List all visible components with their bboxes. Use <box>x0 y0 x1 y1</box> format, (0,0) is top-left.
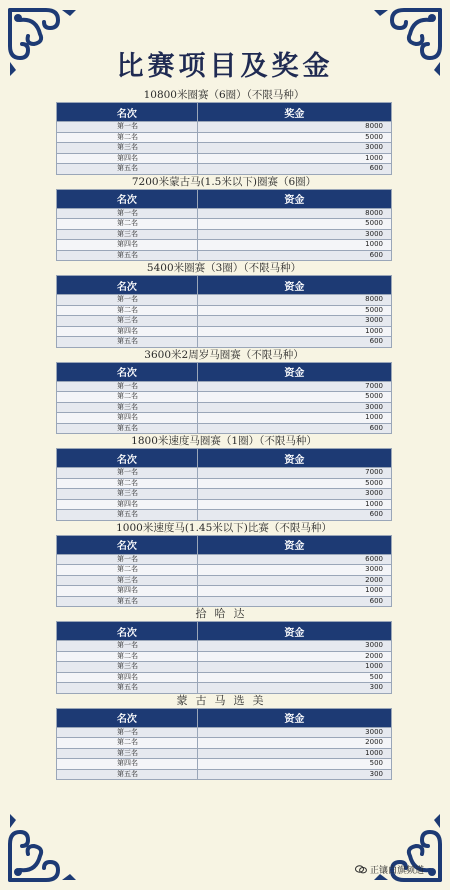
rank-cell: 第五名 <box>57 596 198 607</box>
prize-column-header: 资金 <box>197 449 391 468</box>
prize-table <box>56 362 392 435</box>
rank-cell: 第一名 <box>57 295 198 306</box>
table-header-row <box>57 276 392 295</box>
amount-cell: 1000 <box>197 413 391 424</box>
rank-cell: 第二名 <box>57 478 198 489</box>
table-row <box>57 738 392 749</box>
rank-column-header: 名次 <box>57 103 198 122</box>
rank-cell: 第五名 <box>57 510 198 521</box>
table-row <box>57 769 392 780</box>
table-row <box>57 392 392 403</box>
prize-table <box>56 275 392 348</box>
watermark-text: 正镶白旗频道 <box>369 866 424 876</box>
section-title: 3600米2周岁马圈赛（不限马种） <box>144 348 304 361</box>
rank-cell: 第一名 <box>57 122 198 133</box>
corner-ornament-icon <box>6 812 78 884</box>
amount-cell: 8000 <box>197 208 391 219</box>
rank-cell: 第五名 <box>57 683 198 694</box>
section-title: 5400米圈赛（3圈）（不限马种） <box>146 262 302 274</box>
table-row <box>57 326 392 337</box>
amount-cell: 2000 <box>197 575 391 586</box>
amount-cell: 500 <box>197 759 391 770</box>
rank-cell: 第一名 <box>57 554 198 565</box>
amount-cell: 2000 <box>197 651 391 662</box>
table-header-row <box>57 362 392 381</box>
rank-cell: 第二名 <box>57 392 198 403</box>
prize-section <box>56 348 392 435</box>
table-row <box>57 651 392 662</box>
amount-cell: 3000 <box>197 229 391 240</box>
table-row <box>57 250 392 261</box>
rank-cell: 第二名 <box>57 565 198 576</box>
sections-container <box>56 88 392 780</box>
prize-section <box>56 175 392 262</box>
rank-column-header: 名次 <box>57 362 198 381</box>
prize-table <box>56 102 392 175</box>
rank-cell: 第一名 <box>57 727 198 738</box>
amount-cell: 2000 <box>197 738 391 749</box>
table-row <box>57 478 392 489</box>
amount-cell: 600 <box>197 510 391 521</box>
table-row <box>57 229 392 240</box>
amount-cell: 8000 <box>197 122 391 133</box>
amount-cell: 3000 <box>197 565 391 576</box>
table-row <box>57 510 392 521</box>
table-header-row <box>57 622 392 641</box>
rank-cell: 第五名 <box>57 337 198 348</box>
amount-cell: 600 <box>197 596 391 607</box>
rank-cell: 第五名 <box>57 164 198 175</box>
amount-cell: 1000 <box>197 153 391 164</box>
amount-cell: 5000 <box>197 132 391 143</box>
amount-cell: 1000 <box>197 662 391 673</box>
table-row <box>57 316 392 327</box>
prize-table <box>56 189 392 262</box>
table-header-row <box>57 449 392 468</box>
table-row <box>57 641 392 652</box>
prize-table <box>56 535 392 608</box>
rank-cell: 第一名 <box>57 381 198 392</box>
section-title: 1000米速度马(1.45米以下)比赛（不限马种） <box>116 521 332 534</box>
prize-section <box>56 694 392 781</box>
prize-section <box>56 261 392 348</box>
rank-cell: 第四名 <box>57 326 198 337</box>
amount-cell: 5000 <box>197 478 391 489</box>
rank-cell: 第一名 <box>57 208 198 219</box>
prize-column-header: 资金 <box>197 362 391 381</box>
rank-column-header: 名次 <box>57 622 198 641</box>
amount-cell: 3000 <box>197 489 391 500</box>
amount-cell: 5000 <box>197 219 391 230</box>
table-row <box>57 748 392 759</box>
rank-cell: 第四名 <box>57 759 198 770</box>
table-row <box>57 295 392 306</box>
table-row <box>57 586 392 597</box>
amount-cell: 7000 <box>197 381 391 392</box>
prize-table <box>56 621 392 694</box>
rank-cell: 第一名 <box>57 641 198 652</box>
rank-cell: 第五名 <box>57 769 198 780</box>
rank-column-header: 名次 <box>57 708 198 727</box>
table-row <box>57 759 392 770</box>
rank-cell: 第二名 <box>57 219 198 230</box>
amount-cell: 3000 <box>197 641 391 652</box>
rank-cell: 第三名 <box>57 748 198 759</box>
rank-cell: 第四名 <box>57 240 198 251</box>
table-row <box>57 489 392 500</box>
rank-cell: 第三名 <box>57 143 198 154</box>
section-title: 蒙古马选美 <box>176 693 272 707</box>
table-row <box>57 208 392 219</box>
rank-cell: 第三名 <box>57 662 198 673</box>
amount-cell: 5000 <box>197 392 391 403</box>
amount-cell: 1000 <box>197 748 391 759</box>
rank-cell: 第四名 <box>57 153 198 164</box>
prize-table <box>56 708 392 781</box>
rank-cell: 第三名 <box>57 402 198 413</box>
table-header-row <box>57 708 392 727</box>
rank-cell: 第二名 <box>57 305 198 316</box>
amount-cell: 600 <box>197 164 391 175</box>
amount-cell: 1000 <box>197 586 391 597</box>
amount-cell: 300 <box>197 683 391 694</box>
rank-cell: 第三名 <box>57 316 198 327</box>
rank-cell: 第四名 <box>57 499 198 510</box>
amount-cell: 300 <box>197 769 391 780</box>
amount-cell: 600 <box>197 423 391 434</box>
rank-cell: 第四名 <box>57 672 198 683</box>
rank-cell: 第四名 <box>57 413 198 424</box>
prize-section <box>56 88 392 175</box>
table-row <box>57 499 392 510</box>
section-title: 1800米速度马圈赛（1圈）（不限马种） <box>131 435 317 447</box>
rank-column-header: 名次 <box>57 535 198 554</box>
rank-cell: 第五名 <box>57 423 198 434</box>
watermark <box>355 863 424 876</box>
table-row <box>57 662 392 673</box>
amount-cell: 500 <box>197 672 391 683</box>
prize-section <box>56 521 392 608</box>
prize-column-header: 奖金 <box>197 103 391 122</box>
prize-section <box>56 607 392 694</box>
chat-bubbles-icon <box>355 865 367 874</box>
amount-cell: 6000 <box>197 554 391 565</box>
table-row <box>57 596 392 607</box>
amount-cell: 3000 <box>197 316 391 327</box>
table-row <box>57 240 392 251</box>
table-row <box>57 575 392 586</box>
amount-cell: 1000 <box>197 240 391 251</box>
table-row <box>57 683 392 694</box>
table-row <box>57 554 392 565</box>
table-row <box>57 565 392 576</box>
table-row <box>57 381 392 392</box>
rank-cell: 第三名 <box>57 229 198 240</box>
rank-cell: 第三名 <box>57 489 198 500</box>
table-header-row <box>57 189 392 208</box>
table-row <box>57 337 392 348</box>
amount-cell: 7000 <box>197 468 391 479</box>
section-title: 10800米圈赛（6圈）（不限马种） <box>143 89 305 101</box>
rank-cell: 第三名 <box>57 575 198 586</box>
amount-cell: 3000 <box>197 727 391 738</box>
table-row <box>57 219 392 230</box>
amount-cell: 5000 <box>197 305 391 316</box>
rank-cell: 第二名 <box>57 132 198 143</box>
table-row <box>57 402 392 413</box>
table-row <box>57 727 392 738</box>
table-row <box>57 153 392 164</box>
prize-column-header: 资金 <box>197 535 391 554</box>
table-row <box>57 413 392 424</box>
table-header-row <box>57 103 392 122</box>
table-row <box>57 305 392 316</box>
rank-cell: 第五名 <box>57 250 198 261</box>
rank-column-header: 名次 <box>57 276 198 295</box>
amount-cell: 3000 <box>197 402 391 413</box>
rank-column-header: 名次 <box>57 449 198 468</box>
table-row <box>57 132 392 143</box>
amount-cell: 600 <box>197 337 391 348</box>
rank-cell: 第一名 <box>57 468 198 479</box>
page-title: 比赛项目及奖金 <box>116 51 334 82</box>
table-row <box>57 672 392 683</box>
table-row <box>57 164 392 175</box>
table-row <box>57 143 392 154</box>
table-row <box>57 423 392 434</box>
prize-column-header: 资金 <box>197 189 391 208</box>
prize-column-header: 资金 <box>197 622 391 641</box>
rank-column-header: 名次 <box>57 189 198 208</box>
amount-cell: 1000 <box>197 499 391 510</box>
rank-cell: 第四名 <box>57 586 198 597</box>
prize-column-header: 资金 <box>197 708 391 727</box>
rank-cell: 第二名 <box>57 651 198 662</box>
table-header-row <box>57 535 392 554</box>
table-row <box>57 122 392 133</box>
amount-cell: 600 <box>197 250 391 261</box>
amount-cell: 1000 <box>197 326 391 337</box>
table-row <box>57 468 392 479</box>
rank-cell: 第二名 <box>57 738 198 749</box>
amount-cell: 3000 <box>197 143 391 154</box>
section-title: 拾哈达 <box>195 607 253 620</box>
prize-column-header: 资金 <box>197 276 391 295</box>
prize-section <box>56 434 392 521</box>
prize-table <box>56 448 392 521</box>
section-title: 7200米蒙古马(1.5米以下)圈赛（6圈） <box>131 175 317 188</box>
amount-cell: 8000 <box>197 295 391 306</box>
